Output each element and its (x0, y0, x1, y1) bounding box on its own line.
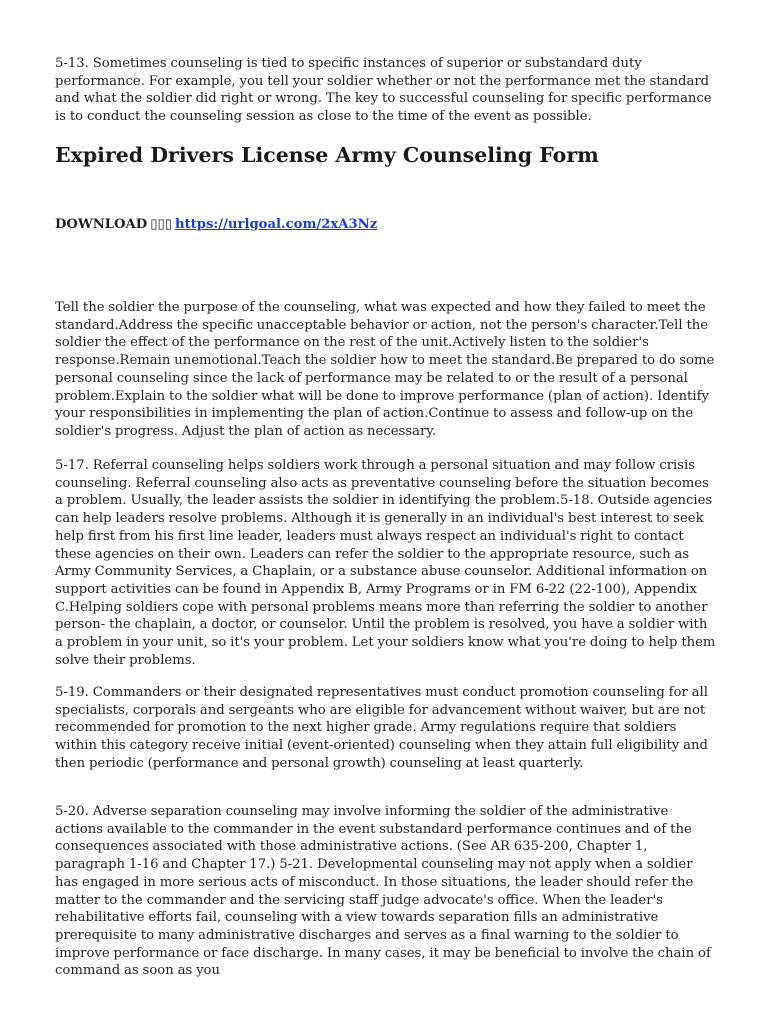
download-label: DOWNLOAD (55, 217, 148, 232)
page-title: Expired Drivers License Army Counseling Form (55, 143, 599, 167)
paragraph-5-20: 5-20. Adverse separation counseling may involve informing the soldier of the administrative actions available to the commander in the event substandard performance continues and of the consequences associated with those administrative actions. (See AR 635-200, Chapter 1, paragraph 1-16 and Chapter 17.) 5-21. Developmental counseling may not apply when a soldier has engaged in more serious acts of misconduct. In those situations, the leader should refer the matter to the commander and the servicing staff judge advocate's office. When the leader's rehabilitative efforts fail, counseling with a view towards separation fills an administrative prerequisite to many administrative discharges and serves as a final warning to the soldier to improve performance or face discharge. In many cases, it may be beneficial to involve the chain of command as soon as you (55, 804, 711, 979)
paragraph-5-17: 5-17. Referral counseling helps soldiers work through a personal situation and may follow crisis counseling. Referral counseling also acts as preventative counseling before the situation becomes a problem. Usually, the leader assists the soldier in identifying the problem.5-18. Outside agencies can help leaders resolve problems. Although it is generally in an individual's best interest to seek help first from his first line leader, leaders must always respect an individual's right to contact these agencies on their own. Leaders can refer the soldier to the appropriate resource, such as Army Community Services, a Chaplain, or a substance abuse counselor. Additional information on support activities can be found in Appendix B, Army Programs or in FM 6-22 (22-100), Appendix C.Helping soldiers cope with personal problems means more than referring the soldier to another person- the chaplain, a doctor, or counselor. Until the problem is resolved, you have a soldier with a problem in your unit, so it's your problem. Let your soldiers know what you're doing to help them solve their problems. (55, 458, 716, 668)
download-line (55, 216, 377, 234)
paragraph-counseling-steps: Tell the soldier the purpose of the counseling, what was expected and how they failed to meet the standard.Address the specific unacceptable behavior or action, not the person's character.Tell the soldier the effect of the performance on the rest of the unit.Actively listen to the soldier's response.Remain unemotional.Teach the soldier how to meet the standard.Be prepared to do some personal counseling since the lack of performance may be related to or the result of a personal problem.Explain to the soldier what will be done to improve performance (plan of action). Identify your responsibilities in implementing the plan of action.Continue to assess and follow-up on the soldier's progress. Adjust the plan of action as necessary. (55, 300, 715, 439)
paragraph-5-19: 5-19. Commanders or their designated representatives must conduct promotion counseling for all specialists, corporals and sergeants who are eligible for advancement without waiver, but are not recommended for promotion to the next higher grade. Army regulations require that soldiers within this category receive initial (event-oriented) counseling when they attain full eligibility and then periodic (performance and personal growth) counseling at least quarterly. (55, 685, 708, 771)
download-link[interactable]: https://urlgoal.com/2xA3Nz (175, 217, 378, 232)
paragraph-5-13: 5-13. Sometimes counseling is tied to specific instances of superior or substandard duty performance. For example, you tell your soldier whether or not the performance met the standard and what the soldier did right or wrong. The key to successful counseling for specific performance is to conduct the counseling session as close to the time of the event as possible. (55, 56, 712, 125)
placeholder-glyphs-icon: ▯▯▯ (150, 217, 172, 232)
